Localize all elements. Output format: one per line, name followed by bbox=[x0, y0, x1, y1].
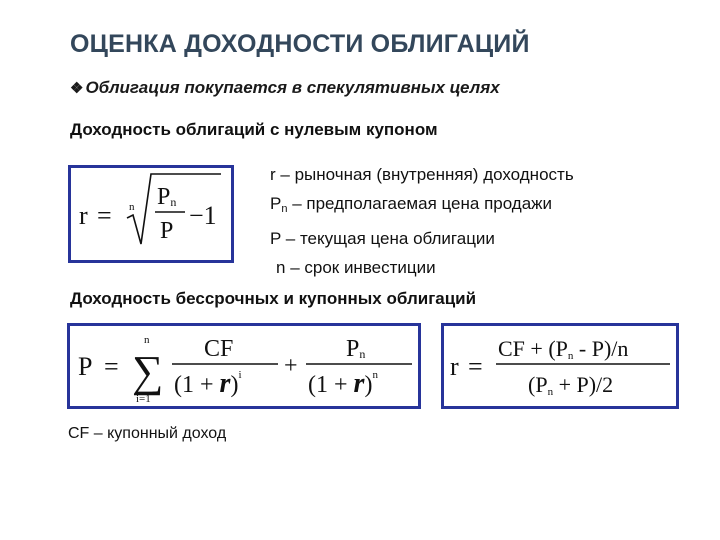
definition-n: n – срок инвестиции bbox=[276, 258, 436, 277]
frac-num: Pn bbox=[157, 184, 177, 210]
formula-yield bbox=[441, 323, 679, 409]
section-heading-zero-coupon: Доходность облигаций с нулевым купоном bbox=[70, 120, 438, 139]
formula-zero-coupon-svg bbox=[71, 168, 231, 260]
yield-numerator: CF + (Pn - P)/n bbox=[498, 336, 629, 362]
definition-pn: $P_n$ – предполагаемая цена продажи bbox=[270, 194, 553, 215]
formula-bond-price bbox=[67, 323, 421, 409]
formula-bond-price-svg bbox=[70, 326, 418, 406]
frac1-num: CF bbox=[204, 336, 234, 362]
plus-sign: + bbox=[284, 353, 298, 379]
footnote-cf: CF – купонный доход bbox=[68, 425, 227, 442]
yield-lhs: r bbox=[450, 352, 459, 381]
formula-equals: = bbox=[97, 201, 112, 230]
frac-den: P bbox=[160, 218, 174, 244]
definition-p: P – текущая цена облигации bbox=[270, 229, 495, 248]
definition-r: r – рыночная (внутренняя) доходность bbox=[270, 165, 574, 184]
frac2-den: $(1 + r)^n$ bbox=[308, 368, 378, 399]
price-equals: = bbox=[104, 352, 119, 381]
price-lhs: P bbox=[78, 352, 93, 381]
formula-lhs: r bbox=[79, 201, 88, 230]
formula-yield-svg bbox=[444, 326, 676, 406]
sum-upper-limit: n bbox=[144, 334, 150, 346]
diamond-bullet-icon: ❖ bbox=[70, 80, 84, 97]
minus-one: −1 bbox=[189, 201, 217, 230]
yield-equals: = bbox=[468, 352, 483, 381]
sigma-sign: ∑ bbox=[132, 347, 164, 396]
yield-denominator: (Pn + P)/2 bbox=[528, 372, 614, 398]
subtitle-text: Облигация покупается в спекулятивных целях bbox=[85, 78, 500, 97]
slide-title: ОЦЕНКА ДОХОДНОСТИ ОБЛИГАЦИЙ bbox=[70, 30, 530, 58]
frac2-num: Pn bbox=[346, 336, 366, 362]
frac1-den: $(1 + r)^i$ bbox=[174, 368, 242, 399]
subtitle bbox=[70, 78, 500, 98]
definitions-list bbox=[270, 160, 574, 282]
root-index: n bbox=[129, 201, 135, 213]
formula-zero-coupon bbox=[68, 165, 234, 263]
section-heading-coupon: Доходность бессрочных и купонных облигаций bbox=[70, 289, 477, 308]
sum-lower-limit: i=1 bbox=[136, 393, 151, 405]
